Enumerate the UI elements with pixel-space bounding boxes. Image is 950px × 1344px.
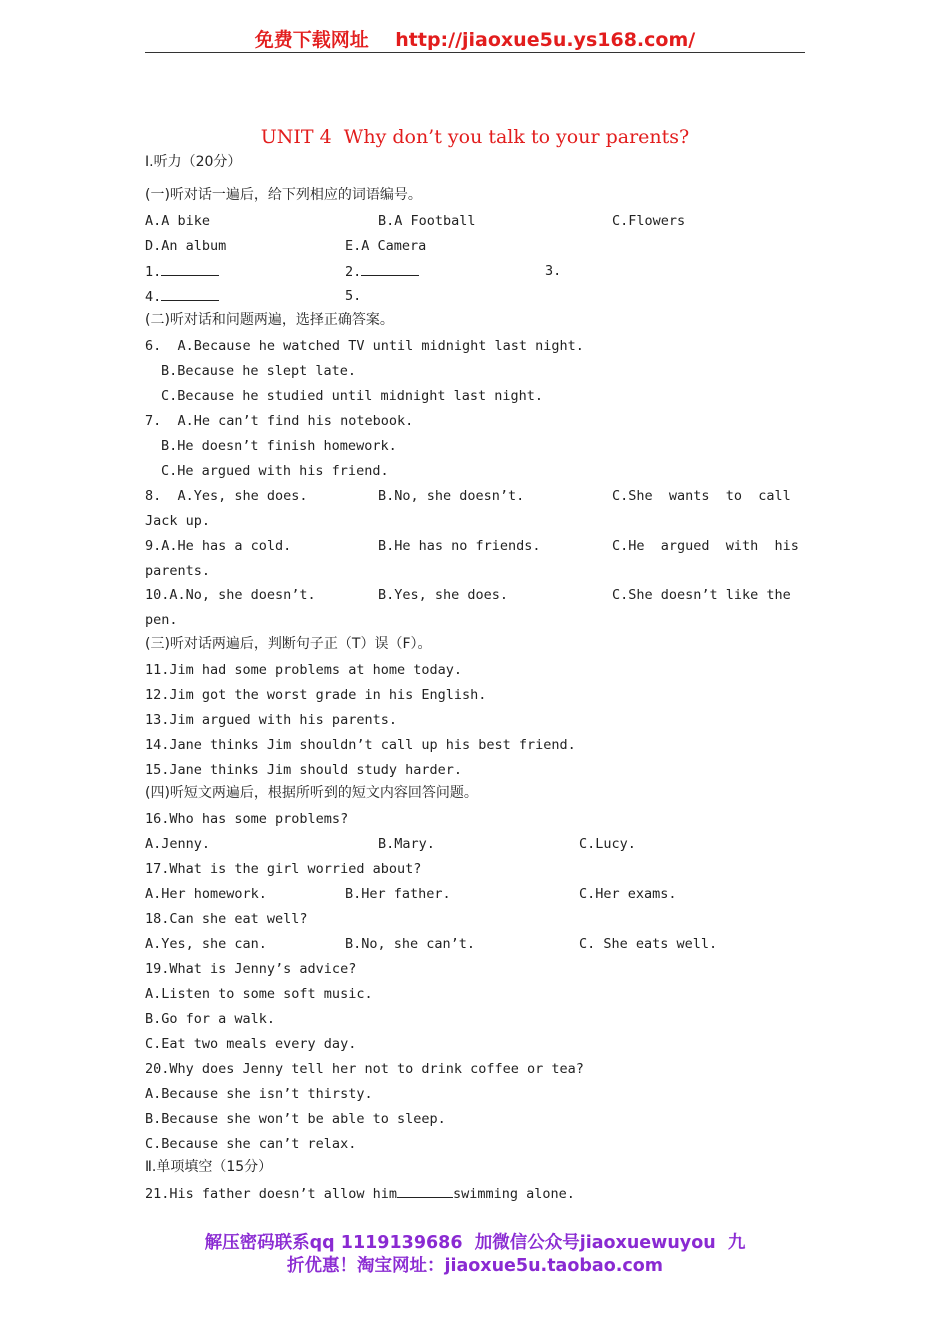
blank-2[interactable]	[345, 263, 419, 280]
q16-option-c: C.Lucy.	[579, 836, 636, 852]
blank-4-line[interactable]	[161, 288, 219, 301]
tf-item: 15.Jane thinks Jim should study harder.	[145, 762, 462, 778]
q6-option-a: 6. A.Because he watched TV until midnight last night.	[145, 338, 584, 354]
q18-option-a: A.Yes, she can.	[145, 936, 267, 952]
option-d: D.An album	[145, 238, 227, 254]
q17-question: 17.What is the girl worried about?	[145, 861, 422, 877]
blank-2-number: 2.	[345, 264, 362, 280]
q18-question: 18.Can she eat well?	[145, 911, 308, 927]
q17-option-b: B.Her father.	[345, 886, 451, 902]
q10-option-b: B.Yes, she does.	[378, 587, 509, 603]
q9-option-b: B.He has no friends.	[378, 538, 541, 554]
q9-option-a: 9.A.He has a cold.	[145, 538, 292, 554]
q19-question: 19.What is Jenny’s advice?	[145, 961, 357, 977]
q10-option-a: 10.A.No, she doesn’t.	[145, 587, 316, 603]
q19-option-c: C.Eat two meals every day.	[145, 1036, 357, 1052]
tf-item: 13.Jim argued with his parents.	[145, 712, 397, 728]
blank-5: 5.	[345, 288, 362, 304]
q8-option-b: B.No, she doesn’t.	[378, 488, 525, 504]
section-part2: (二)听对话和问题两遍，选择正确答案。	[145, 312, 394, 328]
tf-item: 11.Jim had some problems at home today.	[145, 662, 462, 678]
section-choice: Ⅱ.单项填空（15分）	[145, 1159, 273, 1175]
q10-option-c: C.She doesn’t like the	[612, 587, 791, 603]
q21-prefix: 21.His father doesn’t allow him	[145, 1186, 397, 1202]
blank-3: 3.	[545, 263, 562, 279]
tf-item: 12.Jim got the worst grade in his English.	[145, 687, 487, 703]
q21-suffix: swimming alone.	[452, 1186, 575, 1202]
q16-option-a: A.Jenny.	[145, 836, 211, 852]
section-part1: (一)听对话一遍后，给下列相应的词语编号。	[145, 187, 422, 203]
q17-option-c: C.Her exams.	[579, 886, 677, 902]
header-link-text[interactable]: 免费下载网址 http://jiaoxue5u.ys168.com/	[254, 29, 696, 51]
blank-1-line[interactable]	[161, 263, 219, 276]
q6-option-b: B.Because he slept late.	[161, 363, 357, 379]
q8-option-c-cont: Jack up.	[145, 513, 211, 529]
q20-option-c: C.Because she can’t relax.	[145, 1136, 357, 1152]
option-b: B.A Football	[378, 213, 476, 229]
q20-question: 20.Why does Jenny tell her not to drink coffee or tea?	[145, 1061, 584, 1077]
q17-option-a: A.Her homework.	[145, 886, 267, 902]
q9-option-c-cont: parents.	[145, 563, 211, 579]
q8-option-a: 8. A.Yes, she does.	[145, 488, 308, 504]
option-c: C.Flowers	[612, 213, 686, 229]
section-part4: (四)听短文两遍后，根据所听到的短文内容回答问题。	[145, 785, 478, 801]
q19-option-b: B.Go for a walk.	[145, 1011, 276, 1027]
section-listening: Ⅰ.听力（20分）	[145, 154, 242, 170]
q16-option-b: B.Mary.	[378, 836, 435, 852]
q19-option-a: A.Listen to some soft music.	[145, 986, 373, 1002]
q16-question: 16.Who has some problems?	[145, 811, 349, 827]
q6-option-c: C.Because he studied until midnight last night.	[161, 388, 544, 404]
footer-line-2[interactable]: 折优惠！淘宝网址：jiaoxue5u.taobao.com	[286, 1256, 664, 1276]
blank-1[interactable]	[145, 263, 219, 280]
q8-option-c: C.She wants to call	[612, 488, 791, 504]
blank-2-line[interactable]	[361, 263, 419, 276]
footer-line-1: 解压密码联系qq 1119139686 加微信公众号jiaoxuewuyou 九	[204, 1233, 746, 1253]
q10-option-c-cont: pen.	[145, 612, 178, 628]
q7-option-b: B.He doesn’t finish homework.	[161, 438, 397, 454]
blank-1-number: 1.	[145, 264, 162, 280]
section-part3: (三)听对话两遍后，判断句子正（T）误（F）。	[145, 636, 432, 652]
q21-blank[interactable]	[397, 1185, 453, 1198]
page-header	[145, 22, 805, 53]
q7-option-a: 7. A.He can’t find his notebook.	[145, 413, 414, 429]
tf-item: 14.Jane thinks Jim shouldn’t call up his best friend.	[145, 737, 576, 753]
blank-4[interactable]	[145, 288, 219, 305]
option-e: E.A Camera	[345, 238, 427, 254]
q18-option-c: C. She eats well.	[579, 936, 718, 952]
q20-option-b: B.Because she won’t be able to sleep.	[145, 1111, 446, 1127]
q18-option-b: B.No, she can’t.	[345, 936, 476, 952]
q20-option-a: A.Because she isn’t thirsty.	[145, 1086, 373, 1102]
q21	[145, 1185, 575, 1202]
blank-4-number: 4.	[145, 289, 162, 305]
q7-option-c: C.He argued with his friend.	[161, 463, 389, 479]
q9-option-c: C.He argued with his	[612, 538, 799, 554]
option-a: A.A bike	[145, 213, 211, 229]
page-title: UNIT 4 Why don’t you talk to your parents?	[260, 126, 690, 148]
